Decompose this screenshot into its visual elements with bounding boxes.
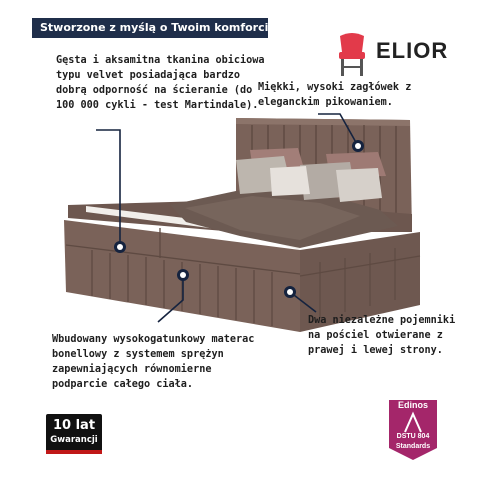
feature-headboard-text: Miękki, wysoki zagłówek z eleganckim pikowaniem. <box>258 82 412 108</box>
warranty-badge <box>46 414 102 454</box>
certification-label: Standards <box>395 443 431 450</box>
header-title: Stworzone z myślą o Twoim komforcie <box>32 18 268 38</box>
feature-mattress-text: Wbudowany wysokogatunkowy materac bonellowy z systemem sprężyn zapewniających równomierne podparcie całego ciała. <box>52 334 255 390</box>
brand-name: ELIOR <box>376 38 449 63</box>
certification-code: DSTU 804 <box>396 433 430 440</box>
warranty-years: 10 lat <box>52 418 96 433</box>
certification-name: Edinos <box>397 400 428 410</box>
warranty-label: Gwarancji <box>50 435 98 445</box>
feature-storage-text: Dwa niezależne pojemniki na pościel otwierane z prawej i lewej strony. <box>308 315 456 356</box>
feature-fabric-text: Gęsta i aksamitna tkanina obiciowa typu velvet posiadająca bardzo dobrą odporność na ścieranie (do 100 000 cykli - test Martindale). <box>56 55 265 111</box>
